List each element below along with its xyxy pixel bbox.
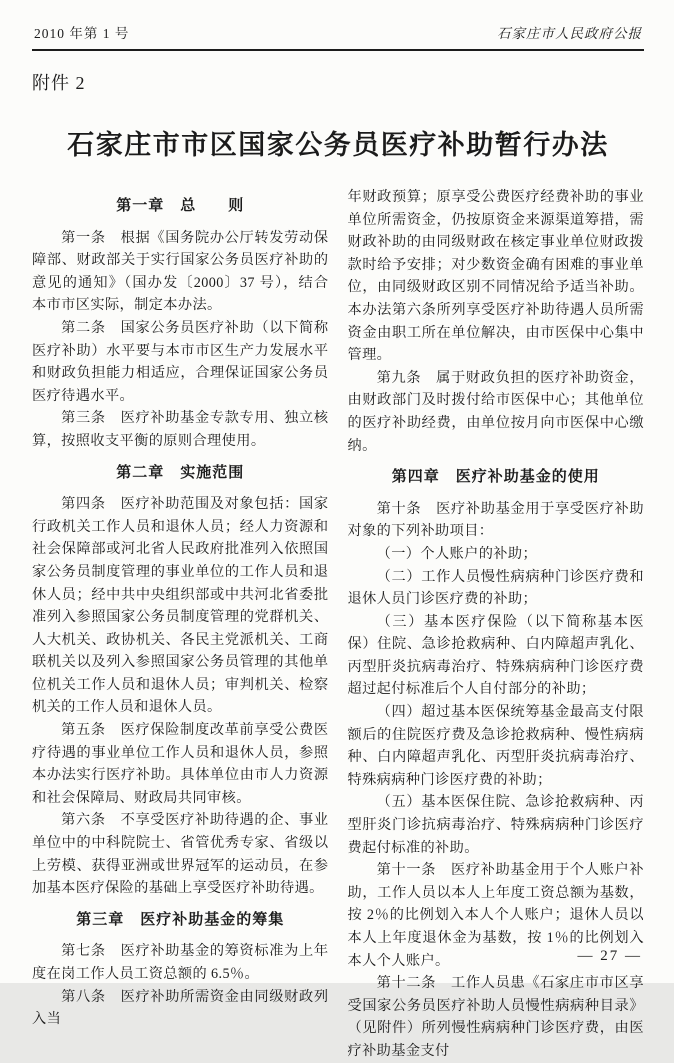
paragraph: 第六条 不享受医疗补助待遇的企、事业单位中的中科院院士、省管优秀专家、省级以上劳模、获得亚洲或世界冠军的运动员，在参加基本医疗保险的基础上享受医疗补助待遇。	[32, 812, 329, 897]
document-title: 石家庄市市区国家公务员医疗补助暂行办法	[67, 130, 609, 160]
paragraph: 第一条 根据《国务院办公厅转发劳动保障部、财政部关于实行国家公务员医疗补助的意见的通知》（国办发〔2000〕37 号），结合本市市区实际，制定本办法。	[32, 229, 329, 314]
page-header	[32, 20, 644, 51]
left-column	[32, 186, 329, 1063]
paragraph: 第三条 医疗补助基金专款专用、独立核算，按照收支平衡的原则合理使用。	[32, 410, 329, 449]
paragraph: 第八条 医疗补助所需资金由同级财政列入当	[32, 988, 329, 1028]
paragraph: 第二条 国家公务员医疗补助（以下简称医疗补助）水平要与本市市区生产力发展水平和财政负担能力相适应，合理保证国家公务员医疗待遇水平。	[32, 319, 329, 404]
paragraph: 第十一条 医疗补助基金用于个人账户补助，工作人员以本人上年度工资总额为基数，按 2％的比例划入本人个人账户；退休人员以本人上年度退休金为基数，按 1％的比例划入本人个人账户。	[347, 862, 644, 969]
paragraph: 第十条 医疗补助基金用于享受医疗补助对象的下列补助项目：	[347, 500, 644, 540]
paragraph: （二）工作人员慢性病病种门诊医疗费和退休人员门诊医疗费的补助；	[347, 568, 644, 608]
paragraph: 第七条 医疗补助基金的筹资标准为上年度在岗工作人员工资总额的 6.5％。	[32, 943, 329, 982]
chapter-heading: 第三章 医疗补助基金的筹集	[76, 910, 285, 928]
chapter-heading: 第二章 实施范围	[116, 463, 245, 481]
page-footer	[578, 948, 643, 965]
paragraph: 第四条 医疗补助范围及对象包括：国家行政机关工作人员和退休人员；经人力资源和社会保障部或河北省人民政府批准列入依照国家公务员制度管理的事业单位的工作人员和退休人员；经中共中央组织部或中共河北省委批准列入参照国家公务员制度管理的党群机关、人大机关、政协机关、各民主党派机关、工商联机关以及列入参照国家公务员管理的其他单位机关工作人员和退休人员；审判机关、检察机关的工作人员和退休人员。	[32, 496, 329, 716]
paragraph: 第十二条 工作人员患《石家庄市市区享受国家公务员医疗补助人员慢性病病种目录》（见附件）所列慢性病病种门诊医疗费，由医疗补助基金支付	[347, 975, 644, 1059]
paragraph: 第五条 医疗保险制度改革前享受公费医疗待遇的事业单位工作人员和退休人员，参照本办法实行医疗补助。具体单位由市人力资源和社会保障局、财政局共同审核。	[32, 722, 329, 806]
paragraph: 第九条 属于财政负担的医疗补助资金，由财政部门及时拨付给市医保中心；其他单位的医疗补助经费，由单位按月向市医保中心缴纳。	[347, 369, 644, 454]
right-column	[348, 186, 645, 1063]
attachment-label: 附件 2	[32, 73, 86, 93]
paragraph: 年财政预算；原享受公费医疗经费补助的事业单位所需资金，仍按原资金来源渠道筹措，需财政补助的由同级财政在核定事业单位财政拨款时给予安排；对少数资金确有困难的事业单位，由同级财政区别不同情况给予适当补助。本办法第六条所列享受医疗补助待遇人员所需资金由职工所在单位解决，由市医保中心集中管理。	[347, 189, 644, 364]
paragraph: （三）基本医疗保险（以下简称基本医保）住院、急诊抢救病种、白内障超声乳化、丙型肝炎抗病毒治疗、特殊病病种门诊医疗费超过起付标准后个人自付部分的补助；	[347, 613, 644, 698]
paragraph: （一）个人账户的补助；	[376, 545, 538, 562]
gazette-title: 石家庄市人民政府公报	[497, 26, 642, 41]
chapter-heading: 第四章 医疗补助基金的使用	[391, 468, 600, 486]
page-number: — 27 —	[577, 948, 642, 964]
document-body	[32, 186, 644, 1063]
issue-number: 2010 年第 1 号	[34, 26, 130, 41]
paragraph: （五）基本医保住院、急诊抢救病种、丙型肝炎门诊抗病毒治疗、特殊病病种门诊医疗费起付标准的补助。	[347, 794, 644, 856]
chapter-heading: 第一章 总 则	[116, 197, 245, 214]
paragraph: （四）超过基本医保统筹基金最高支付限额后的住院医疗费及急诊抢救病种、慢性病病种、白内障超声乳化、丙型肝炎抗病毒治疗、特殊病病种门诊医疗费的补助；	[347, 704, 644, 788]
